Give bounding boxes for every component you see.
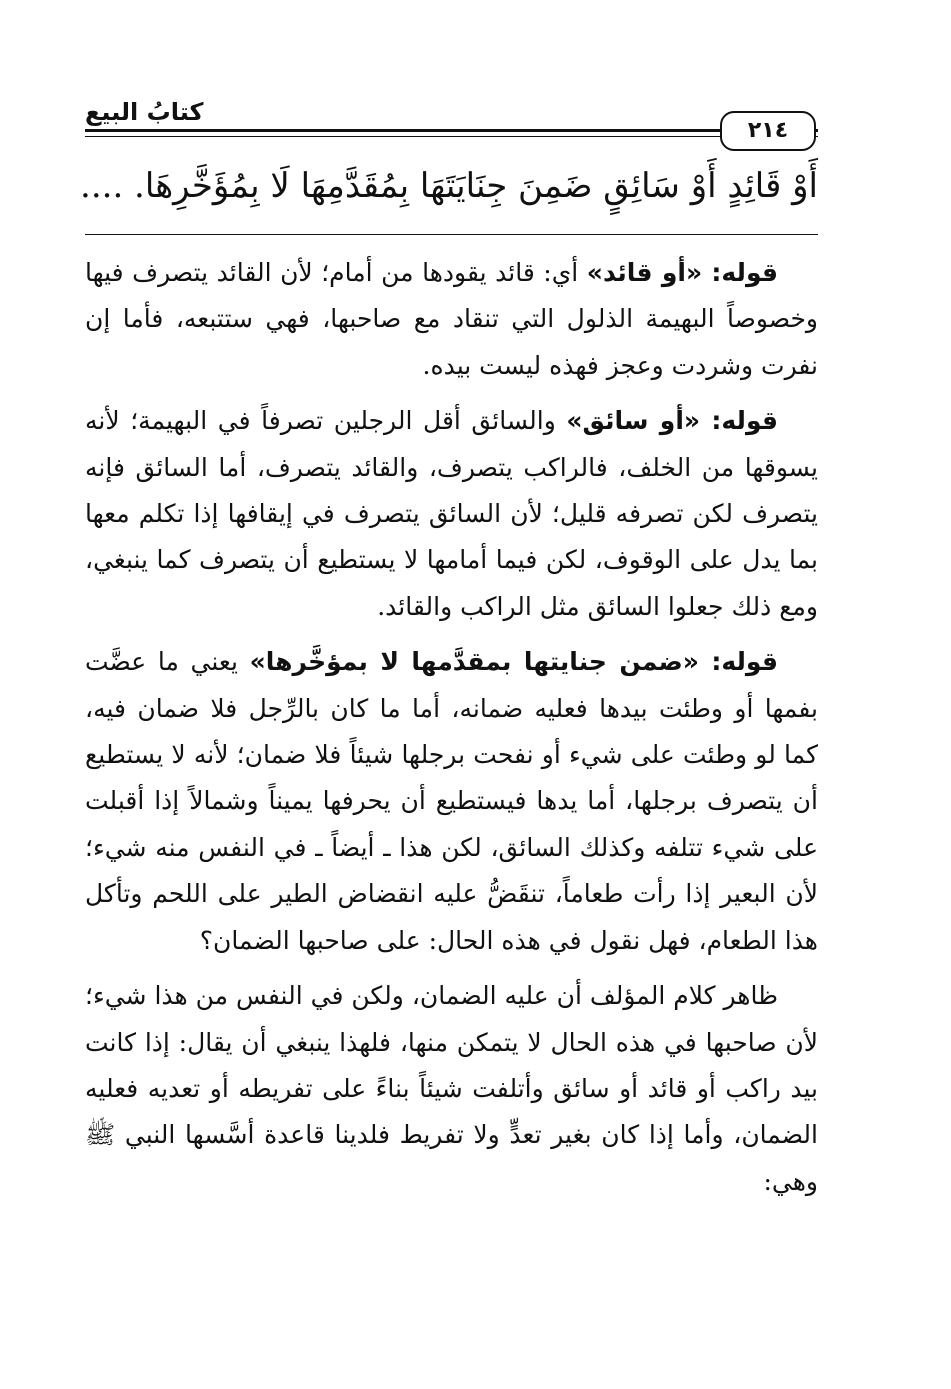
header-rule-thick xyxy=(85,129,818,132)
running-header-title: كتابُ البيع xyxy=(85,98,204,126)
paragraph-lead: قوله: «ضمن جنايتها بمقدَّمها لا بمؤخَّرها» xyxy=(249,647,778,677)
paragraph-text: والسائق أقل الرجلين تصرفاً في البهيمة؛ لأنه يسوقها من الخلف، فالراكب يتصرف، والقائد يتصرف، أما السائق فإنه يتصرف لكن تصرفه قليل؛ لأن السائق يتصرف في إيقافها إذا تكلم معها بما يدل على الوقوف، لكن فيما أمامها لا يستطيع أن يتصرف كما ينبغي، ومع ذلك جعلوا السائق مثل الراكب والقائد. xyxy=(85,406,818,621)
paragraph-text: يعني ما عضَّت بفمها أو وطئت بيدها فعليه ضمانه، أما ما كان بالرِّجل فلا ضمان فيه، كما لو وطئت على شيء أو نفحت برجلها شيئاً فلا ضمان؛ لأنه لا يستطيع أن يتصرف برجلها، أما يدها فيستطيع أن يحرفها يميناً وشمالاً إذا أقبلت على شيء تتلفه وكذلك السائق، لكن هذا ـ أيضاً ـ في النفس منه شيء؛ لأن البعير إذا رأت طعاماً، تنقَضُّ عليه انقضاض الطير على اللحم وتأكل هذا الطعام، فهل نقول في هذه الحال: على صاحبها الضمان؟ xyxy=(85,647,818,955)
commentary-paragraph xyxy=(85,250,818,389)
commentary-body xyxy=(85,250,818,1214)
paragraph-lead: قوله: «أو سائق» xyxy=(566,406,778,436)
commentary-paragraph xyxy=(85,639,818,964)
commentary-paragraph xyxy=(85,973,818,1205)
paragraph-lead: قوله: «أو قائد» xyxy=(586,258,778,287)
paragraph-text: ظاهر كلام المؤلف أن عليه الضمان، ولكن في النفس من هذا شيء؛ لأن صاحبها في هذه الحال لا يتمكن منها، فلهذا ينبغي أن يقال: إذا كانت بيد راكب أو قائد أو سائق وأتلفت شيئاً بناءً على تفريطه أو تعديه فعليه الضمان، وأما إذا كان بغير تعدٍّ ولا تفريط فلدينا قاعدة أسَّسها النبي ﷺ وهي: xyxy=(85,981,818,1196)
commentary-paragraph xyxy=(85,398,818,630)
paragraph-text: أي: قائد يقودها من أمام؛ لأن القائد يتصرف فيها وخصوصاً البهيمة الذلول التي تنقاد مع صاحبها، فهي ستتبعه، فأما إن نفرت وشردت وعجز فهذه ليست بيده. xyxy=(85,258,818,380)
header-rule-thin xyxy=(85,136,818,137)
matn-separator-rule xyxy=(85,234,818,235)
matn-text: أَوْ قَائِدٍ أَوْ سَائِقٍ ضَمِنَ جِنَايَتَهَا بِمُقَدَّمِهَا لَا بِمُؤَخَّرِهَا. .... xyxy=(80,166,818,206)
page-number-badge: ٢١٤ xyxy=(720,111,816,151)
